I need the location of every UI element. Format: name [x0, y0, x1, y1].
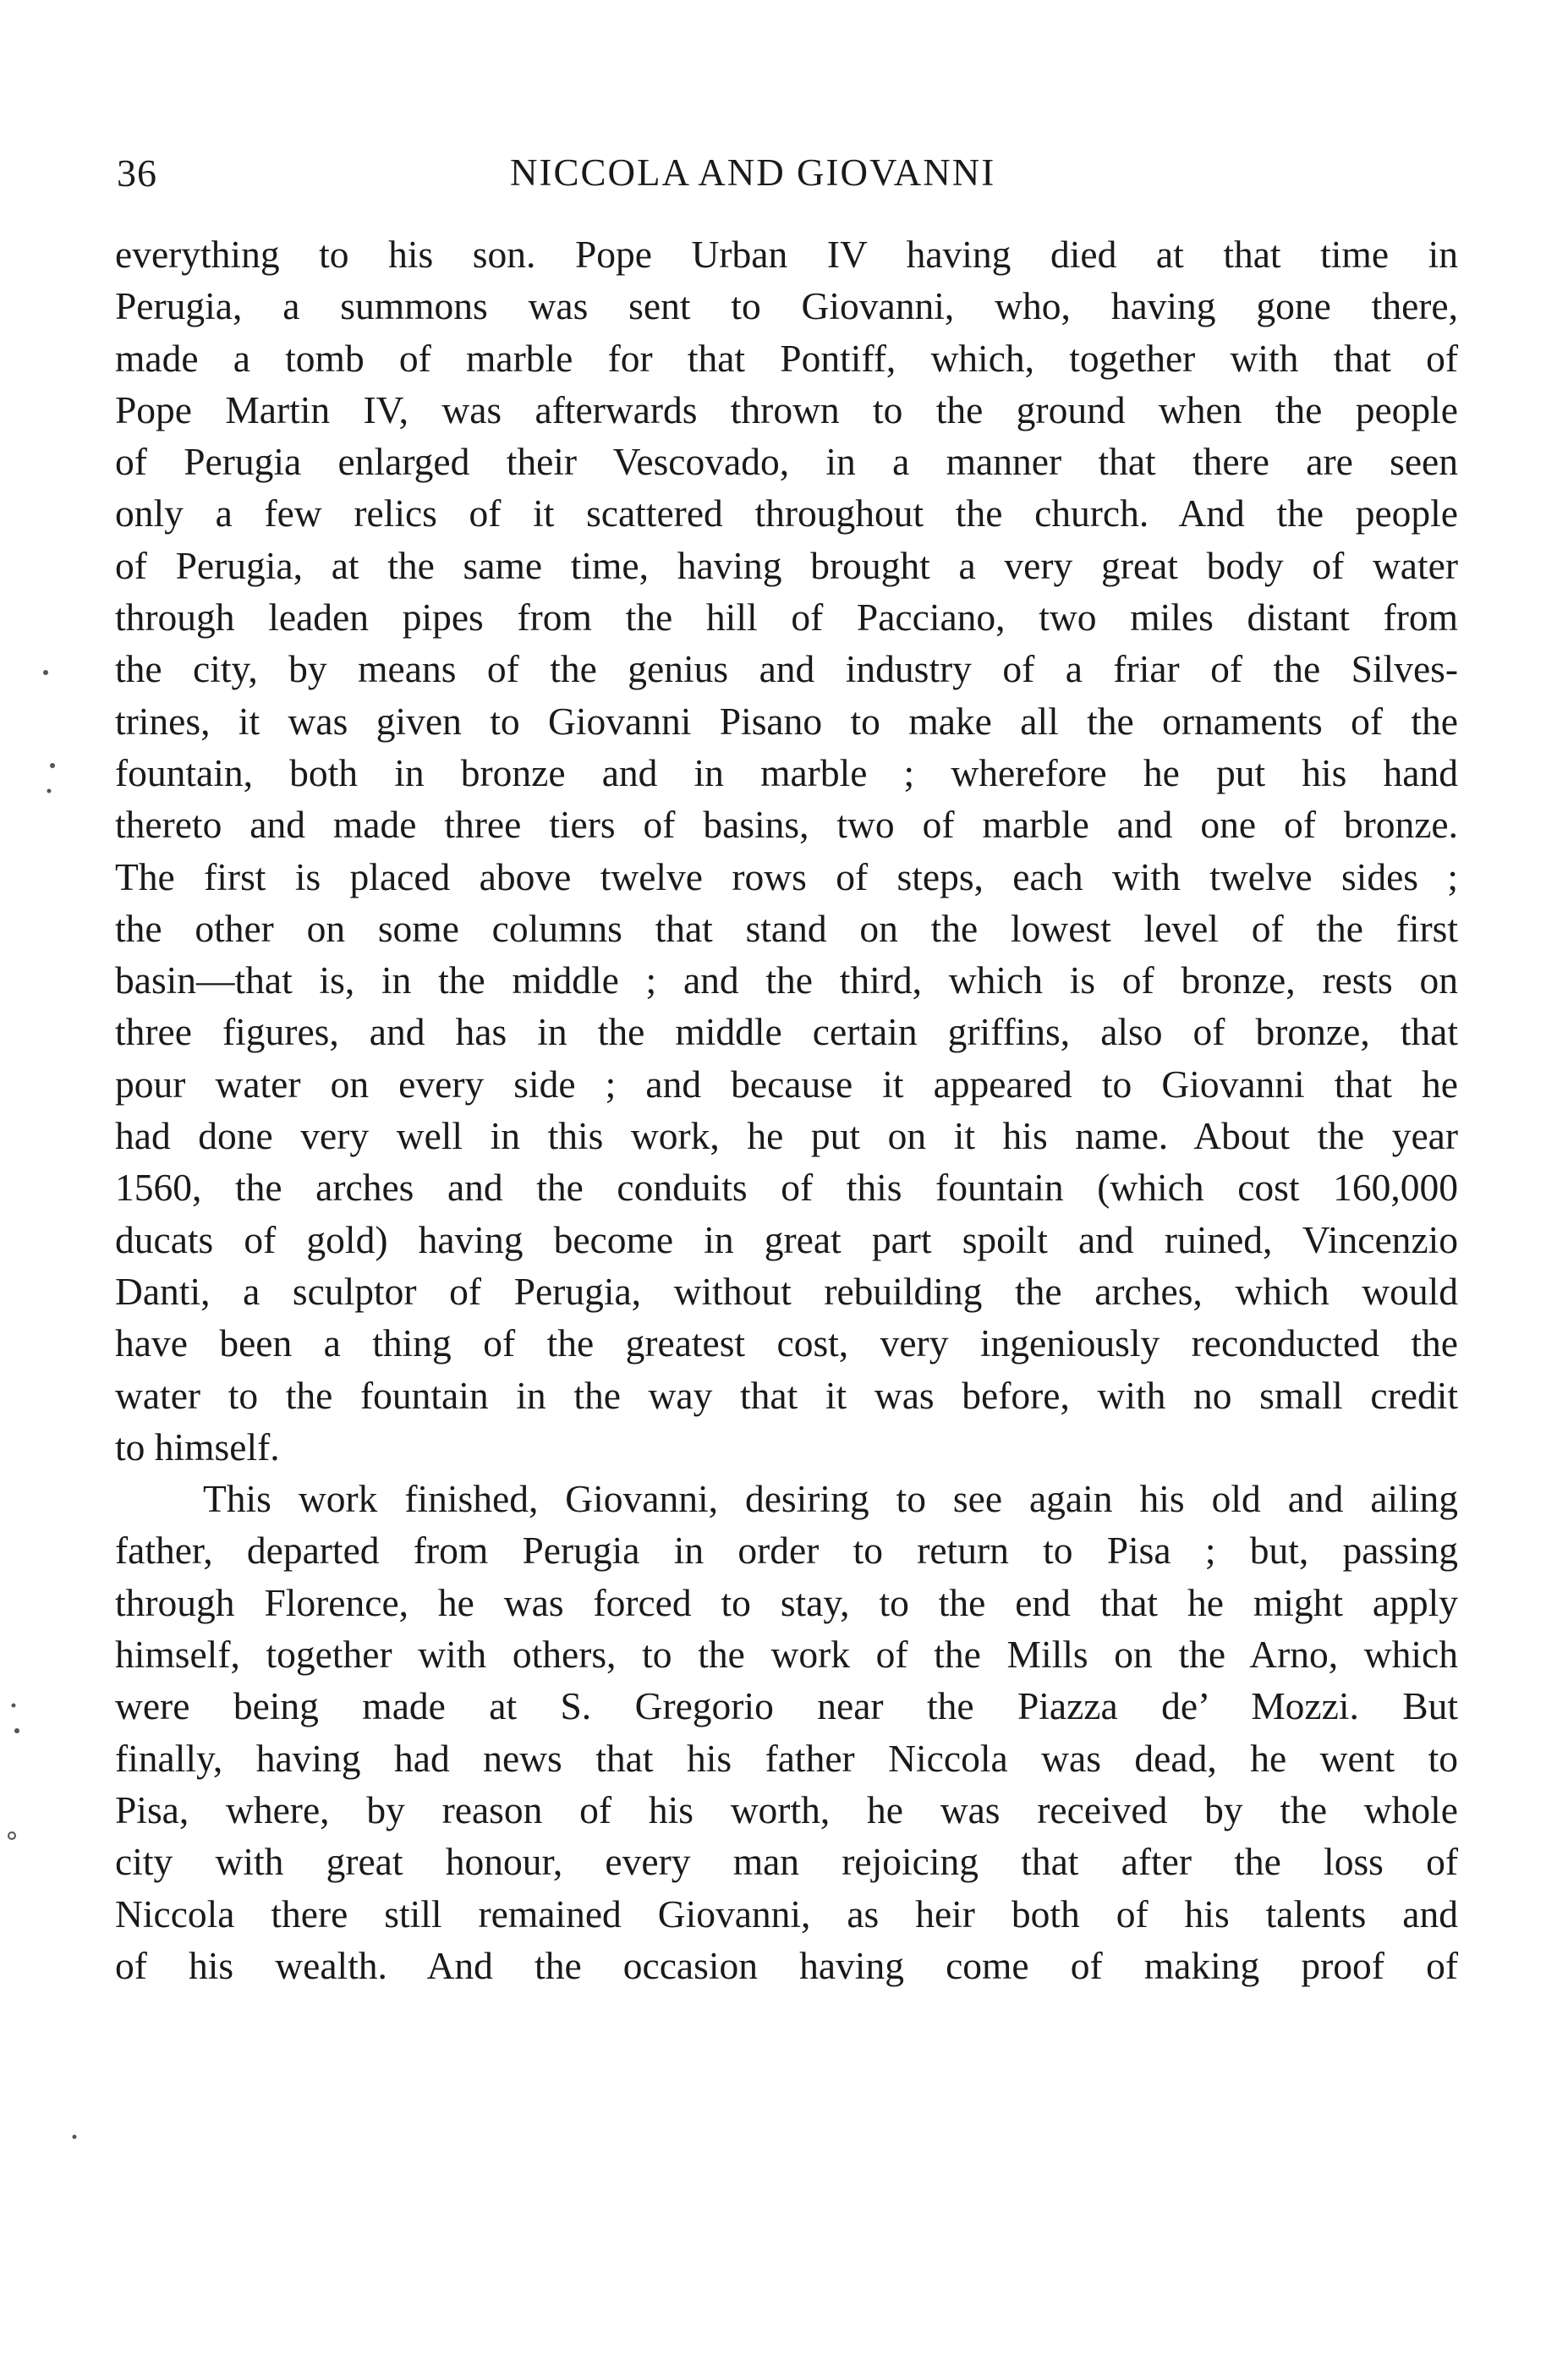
speck [50, 763, 55, 768]
text-line: to himself. [115, 1425, 280, 1469]
text-line: of Perugia enlarged their Vescovado, in a manner that there are seen [115, 440, 1458, 484]
text-line: Pisa, where, by reason of his worth, he was received by the whole [115, 1787, 1458, 1831]
body-text [115, 228, 1458, 1991]
text-line: himself, together with others, to the work of the Mills on the Arno, which [115, 1633, 1458, 1677]
running-title: NICCOLA AND GIOVANNI [510, 151, 996, 194]
speck [12, 1704, 16, 1708]
text-line: three figures, and has in the middle certain griffins, also of bronze, that [115, 1010, 1458, 1054]
text-line: finally, having had news that his father Niccola was dead, he went to [115, 1736, 1458, 1780]
page-header [117, 151, 1470, 201]
text-line: fountain, both in bronze and in marble ; wherefore he put his hand [115, 750, 1458, 794]
page-number: 36 [117, 151, 157, 195]
text-line: The first is placed above twelve rows of steps, each with twelve sides ; [115, 854, 1458, 898]
speck [14, 1728, 19, 1733]
text-line: father, departed from Perugia in order to return to Pisa ; but, passing [115, 1529, 1458, 1573]
text-line: had done very well in this work, he put on it his name. About the year [115, 1114, 1458, 1158]
text-line: 1560, the arches and the conduits of this fountain (which cost 160,000 [115, 1166, 1458, 1210]
text-line: made a tomb of marble for that Pontiff, which, together with that of [115, 336, 1458, 380]
text-line: of Perugia, at the same time, having brought a very great body of water [115, 543, 1458, 587]
text-line: basin—that is, in the middle ; and the third, which is of bronze, rests on [115, 958, 1458, 1002]
text-line: only a few relics of it scattered throughout the church. And the people [115, 491, 1458, 535]
text-line: Danti, a sculptor of Perugia, without rebuilding the arches, which would [115, 1269, 1458, 1313]
text-line: This work finished, Giovanni, desiring to see again his old and ailing [203, 1477, 1458, 1521]
paragraph-1 [115, 228, 1458, 1473]
text-line: Pope Martin IV, was afterwards thrown to the ground when the people [115, 387, 1458, 431]
text-line: have been a thing of the greatest cost, very ingeniously reconducted the [115, 1321, 1458, 1365]
speck [43, 670, 48, 675]
margin-specks [0, 0, 101, 2372]
text-line: Perugia, a summons was sent to Giovanni, who, having gone there, [115, 284, 1458, 328]
text-line: Niccola there still remained Giovanni, as heir both of his talents and [115, 1892, 1458, 1935]
paragraph-2 [115, 1473, 1458, 1991]
text-line: thereto and made three tiers of basins, two of marble and one of bronze. [115, 803, 1458, 847]
text-line: pour water on every side ; and because it appeared to Giovanni that he [115, 1062, 1458, 1106]
text-line: water to the fountain in the way that it was before, with no small credit [115, 1373, 1458, 1417]
text-line: the city, by means of the genius and industry of a friar of the Silves- [115, 647, 1458, 691]
text-line: through Florence, he was forced to stay, to the end that he might apply [115, 1580, 1458, 1624]
text-line: the other on some columns that stand on the lowest level of the first [115, 906, 1458, 950]
text-line: city with great honour, every man rejoicing that after the loss of [115, 1840, 1458, 1884]
text-line: were being made at S. Gregorio near the Piazza de’ Mozzi. But [115, 1684, 1458, 1728]
text-line: through leaden pipes from the hill of Pacciano, two miles distant from [115, 596, 1458, 640]
text-line: ducats of gold) having become in great part spoilt and ruined, Vincenzio [115, 1217, 1458, 1261]
speck [8, 1832, 15, 1839]
text-line: of his wealth. And the occasion having come of making proof of [115, 1943, 1458, 1987]
text-line: everything to his son. Pope Urban IV having died at that time in [115, 233, 1458, 276]
speck [47, 789, 52, 793]
speck [73, 2135, 77, 2139]
text-line: trines, it was given to Giovanni Pisano to make all the ornaments of the [115, 699, 1458, 743]
